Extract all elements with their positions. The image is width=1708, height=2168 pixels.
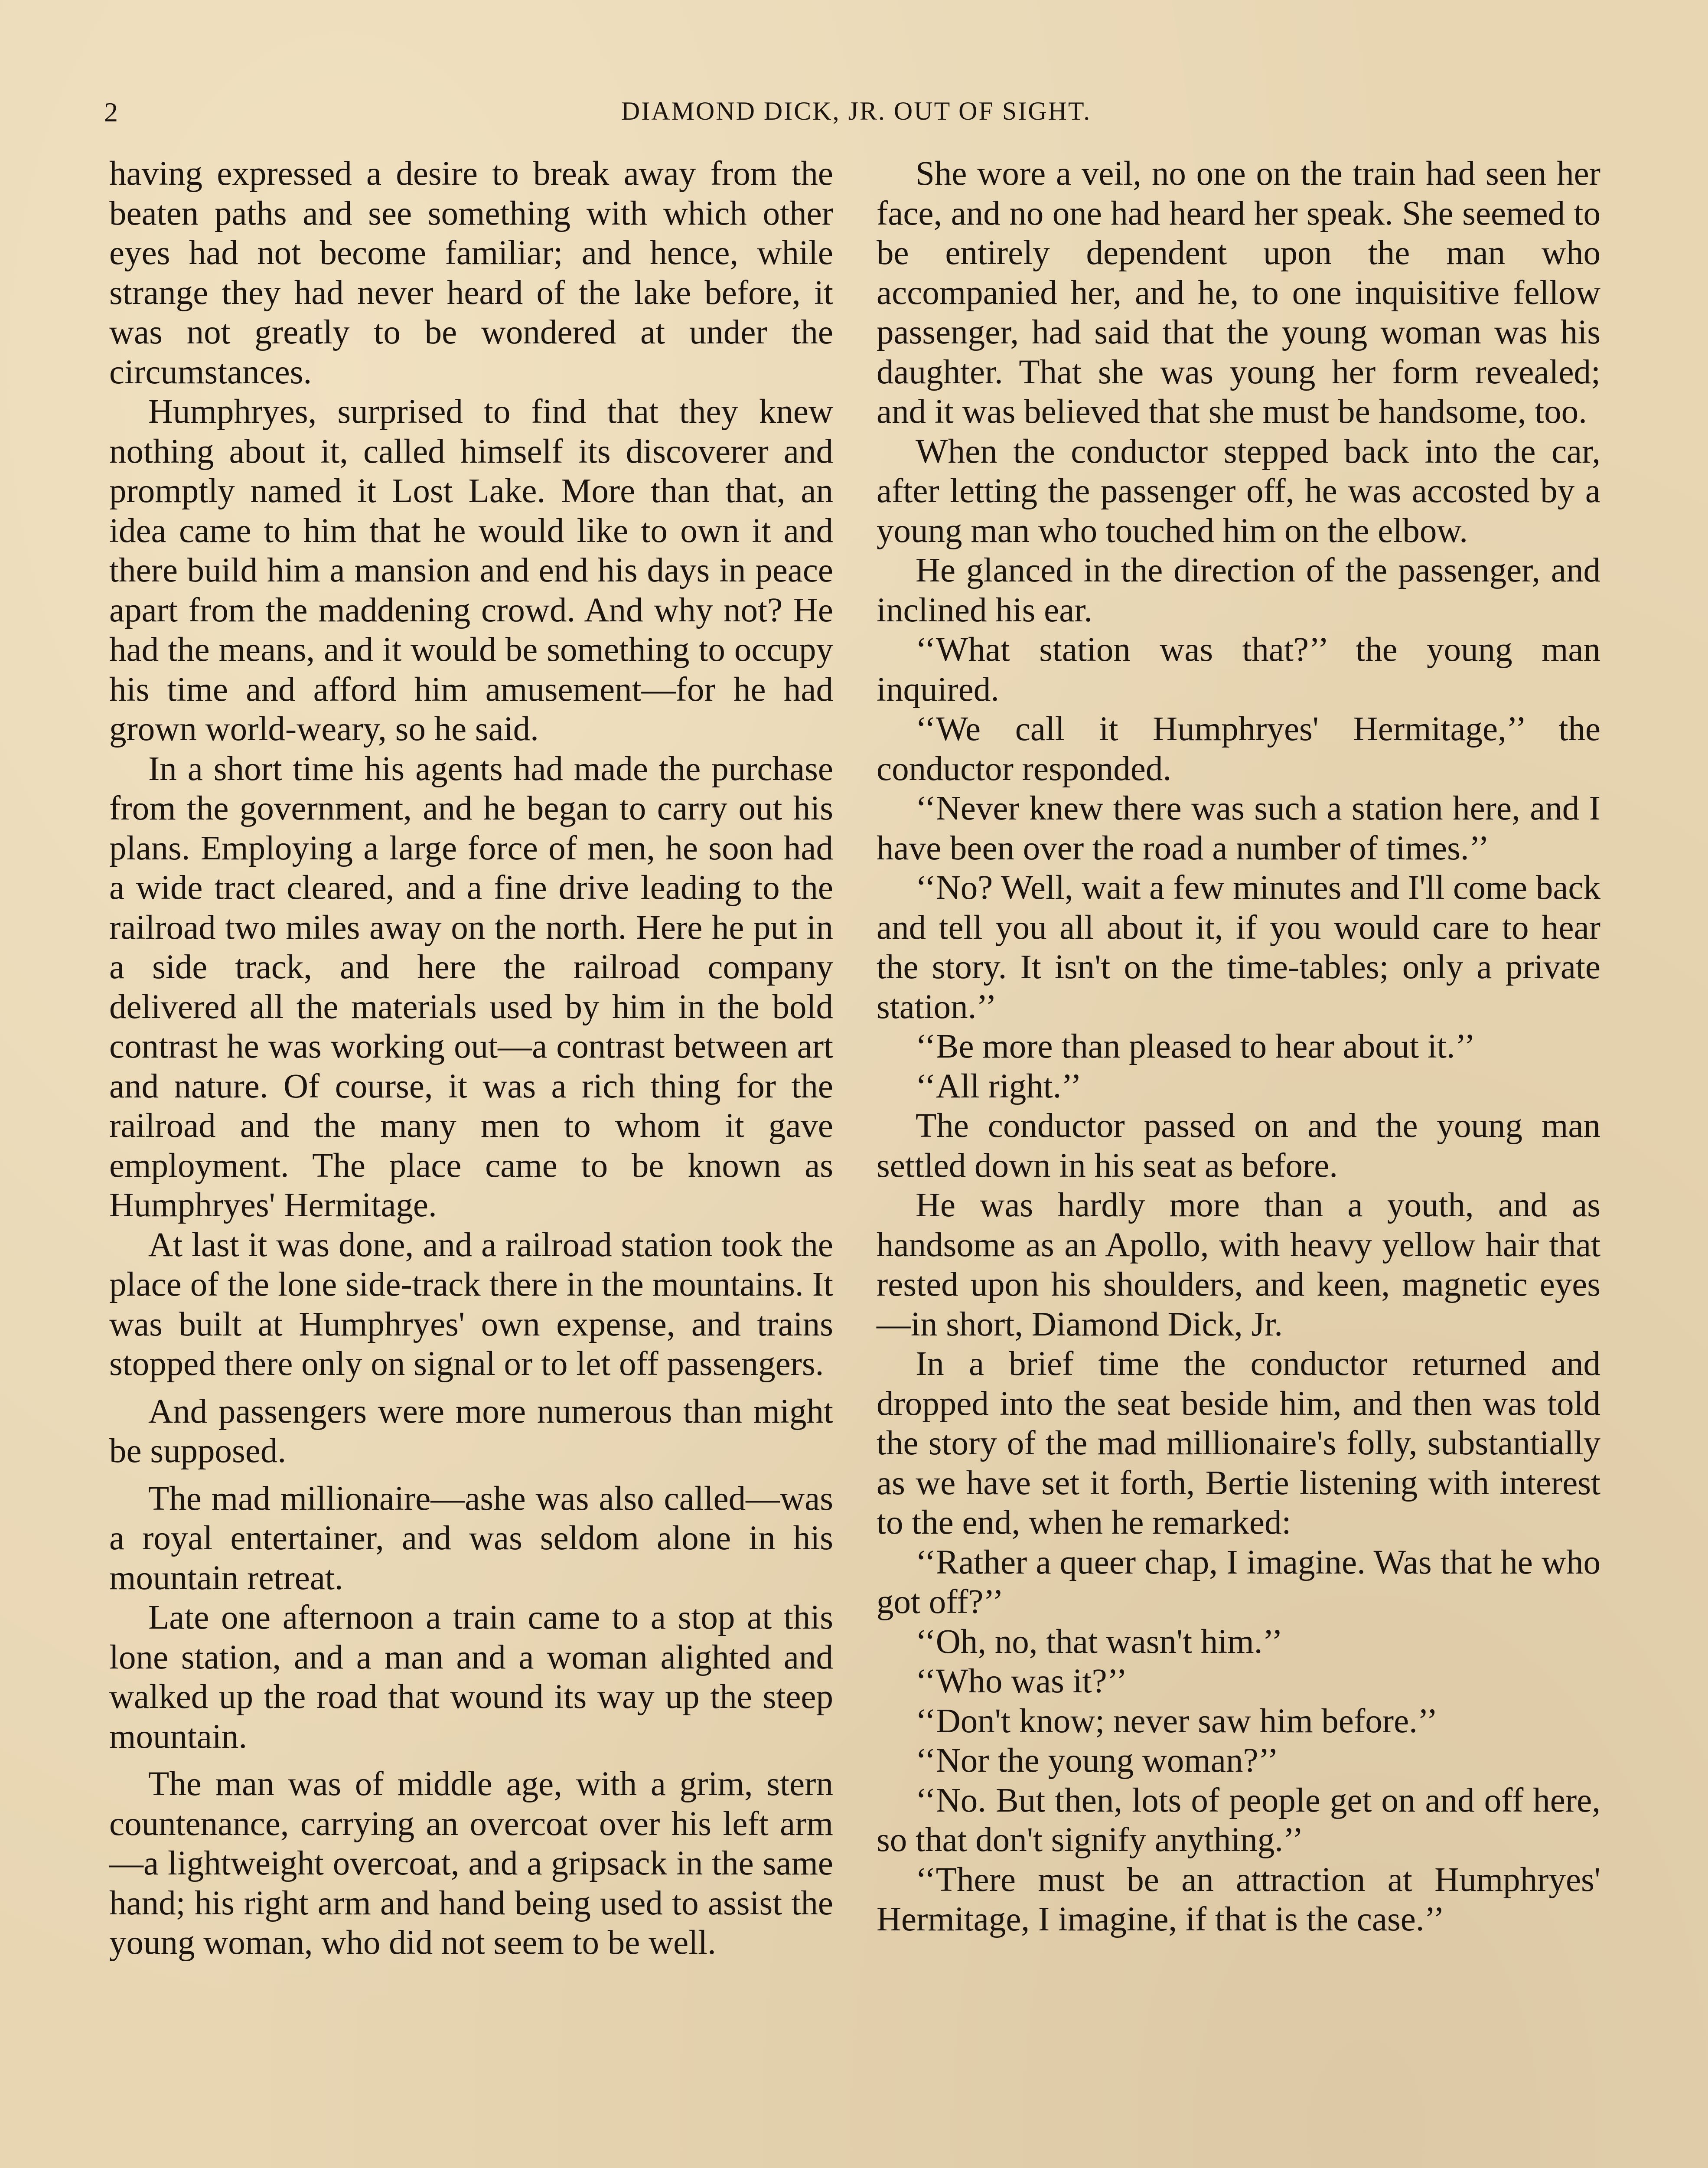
paragraph: The mad millionaire—ashe was also called—was a royal entertainer, and was seldom alone in his mountain retreat. (109, 1479, 833, 1597)
right-column (877, 154, 1600, 1939)
paragraph: having expressed a desire to break away from the beaten paths and see something with which other eyes had not become familiar; and hence, while strange they had never heard of the lake before, it was not greatly to be wondered at under the circumstances. (109, 155, 833, 391)
paragraph: At last it was done, and a railroad station took the place of the lone side-track there in the mountains. It was built at Humphryes' own expense, and trains stopped there only on signal or to let off passengers. (109, 1226, 833, 1383)
page-header (104, 96, 1608, 135)
paragraph: He was hardly more than a youth, and as handsome as an Apollo, with heavy yellow hair that rested upon his shoulders, and keen, magnetic eyes—in short, Diamond Dick, Jr. (877, 1186, 1600, 1343)
paragraph: She wore a veil, no one on the train had seen her face, and no one had heard her speak. She seemed to be entirely dependent upon the man who accompanied her, and he, to one inquisitive fellow passenger, had said that the young woman was his daughter. That she was young her form revealed; and it was believed that she must be handsome, too. (877, 155, 1600, 431)
paragraph: ‘‘Oh, no, that wasn't him.’’ (916, 1623, 1283, 1661)
paragraph: Late one afternoon a train came to a stop at this lone station, and a man and a woman alighted and walked up the road that wound its way up the steep mountain. (109, 1599, 833, 1756)
paragraph: In a brief time the conductor returned and dropped into the seat beside him, and then was told the story of the mad millionaire's folly, substantially as we have set it forth, Bertie listening with interest to the end, when he remarked: (877, 1345, 1600, 1541)
paragraph: ‘‘No. But then, lots of people get on and off here, so that don't signify anything.’’ (877, 1781, 1600, 1859)
paragraph: The man was of middle age, with a grim, stern countenance, carrying an overcoat over his left arm—a lightweight overcoat, and a gripsack in the same hand; his right arm and hand being used to assist the young woman, who did not seem to be well. (109, 1765, 833, 1962)
paragraph: ‘‘Never knew there was such a station here, and I have been over the road a number of times.’’ (877, 790, 1600, 867)
paragraph: ‘‘Be more than pleased to hear about it.’’ (916, 1028, 1476, 1065)
paragraph: ‘‘No? Well, wait a few minutes and I'll come back and tell you all about it, if you would care to hear the story. It isn't on the time-tables; only a private station.’’ (877, 869, 1600, 1026)
paragraph: ‘‘Nor the young woman?’’ (916, 1742, 1279, 1779)
paragraph: ‘‘There must be an attraction at Humphryes' Hermitage, I imagine, if that is the case.’’ (877, 1861, 1600, 1938)
paragraph: ‘‘We call it Humphryes' Hermitage,’’ the conductor responded. (877, 710, 1600, 788)
page-number: 2 (104, 97, 119, 127)
paragraph: The conductor passed on and the young man settled down in his seat as before. (877, 1107, 1600, 1185)
left-column (109, 154, 833, 1963)
paragraph: When the conductor stepped back into the car, after letting the passenger off, he was accosted by a young man who touched him on the elbow. (877, 432, 1600, 550)
running-title: DIAMOND DICK, JR. OUT OF SIGHT. (621, 97, 1092, 125)
paragraph: In a short time his agents had made the purchase from the government, and he began to carry out his plans. Employing a large force of men, he soon had a wide tract cleared, and a fine drive leading to the railroad two miles away on the north. Here he put in a side track, and here the railroad company delivered all the materials used by him in the bold contrast he was working out—a contrast between art and nature. Of course, it was a rich thing for the railroad and the many men to whom it gave employment. The place came to be known as Humphryes' Hermitage. (109, 750, 833, 1224)
paragraph: ‘‘All right.’’ (916, 1067, 1082, 1105)
paragraph: ‘‘Don't know; never saw him before.’’ (916, 1702, 1438, 1740)
paragraph: ‘‘What station was that?’’ the young man inquired. (877, 631, 1600, 709)
paragraph: ‘‘Who was it?’’ (916, 1662, 1128, 1700)
paragraph: And passengers were more numerous than might be supposed. (109, 1392, 833, 1470)
paragraph: ‘‘Rather a queer chap, I imagine. Was that he who got off?’’ (877, 1543, 1600, 1621)
paragraph: He glanced in the direction of the passenger, and inclined his ear. (877, 552, 1600, 629)
paragraph: Humphryes, surprised to find that they knew nothing about it, called himself its discoverer and promptly named it Lost Lake. More than that, an idea came to him that he would like to own it and there build him a mansion and end his days in peace apart from the maddening crowd. And why not? He had the means, and it would be something to occupy his time and afford him amusement—for he had grown world-weary, so he said. (109, 393, 833, 748)
